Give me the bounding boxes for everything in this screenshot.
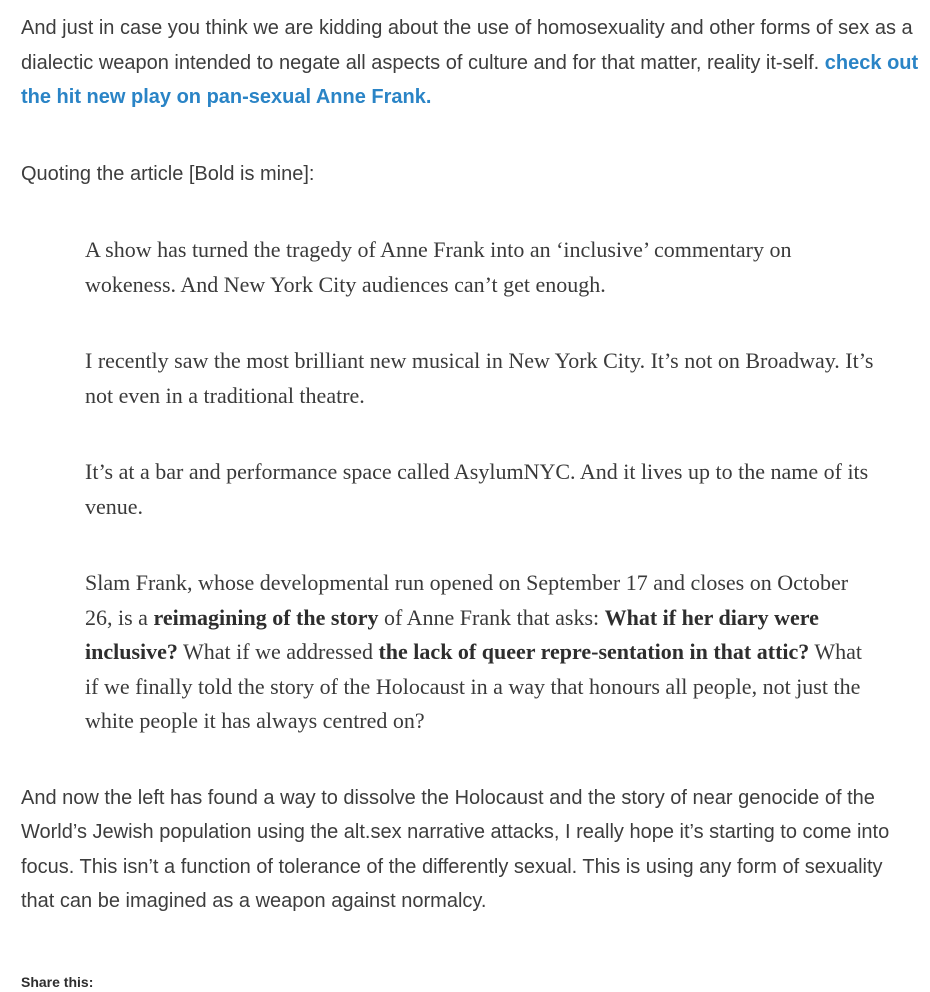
quote-paragraph-1: A show has turned the tragedy of Anne Frank into an ‘inclusive’ commentary on wokeness. And New York City audiences can’t get enough. (85, 237, 792, 297)
quote-p4-part3: What if we addressed (177, 639, 379, 664)
share-heading: Share this: (21, 974, 94, 990)
quote-p4-bold2: What if her diary were inclusive? (85, 604, 819, 664)
pan-sexual-anne-frank-link[interactable]: check out the hit new play on pan-sexual Anne Frank. (21, 51, 919, 108)
quote-paragraph-3: It’s at a bar and performance space called AsylumNYC. And it lives up to the name of its venue. (85, 459, 869, 519)
closing-paragraph: And now the left has found a way to dissolve the Holocaust and the story of near genocide of the World’s Jewish population using the alt.sex narrative attacks, I really hope it’s starting to come into focus. This isn’t a function of tolerance of the differently sexual. This is using any form of sexuality that can be imagined as a weapon against normalcy. (21, 786, 890, 912)
article-body (21, 11, 921, 961)
article-blockquote (85, 233, 875, 739)
quote-p4-part2: of Anne Frank that asks: (378, 604, 605, 630)
quoting-line: Quoting the article [Bold is mine]: (21, 162, 315, 185)
quote-p4-bold1: reimagining of the story (153, 604, 379, 630)
quote-p4-bold3: the lack of queer repre-sentation in that attic? (378, 639, 810, 664)
quote-paragraph-4 (85, 566, 875, 739)
quote-p4-part4: What if we finally told the story of the Holocaust in a way that honours all people, not just the white people it has always centred on? (85, 639, 863, 733)
intro-text: And just in case you think we are kidding about the use of homosexuality and other forms of sex as a dialectic weapon intended to negate all aspects of culture and for that matter, reality it-self. (21, 17, 913, 74)
intro-paragraph (21, 11, 921, 115)
quote-p4-part1: Slam Frank, whose developmental run opened on September 17 and closes on October 26, is a (85, 570, 849, 630)
quote-paragraph-2: I recently saw the most brilliant new musical in New York City. It’s not on Broadway. It’s not even in a traditional theatre. (85, 348, 874, 408)
